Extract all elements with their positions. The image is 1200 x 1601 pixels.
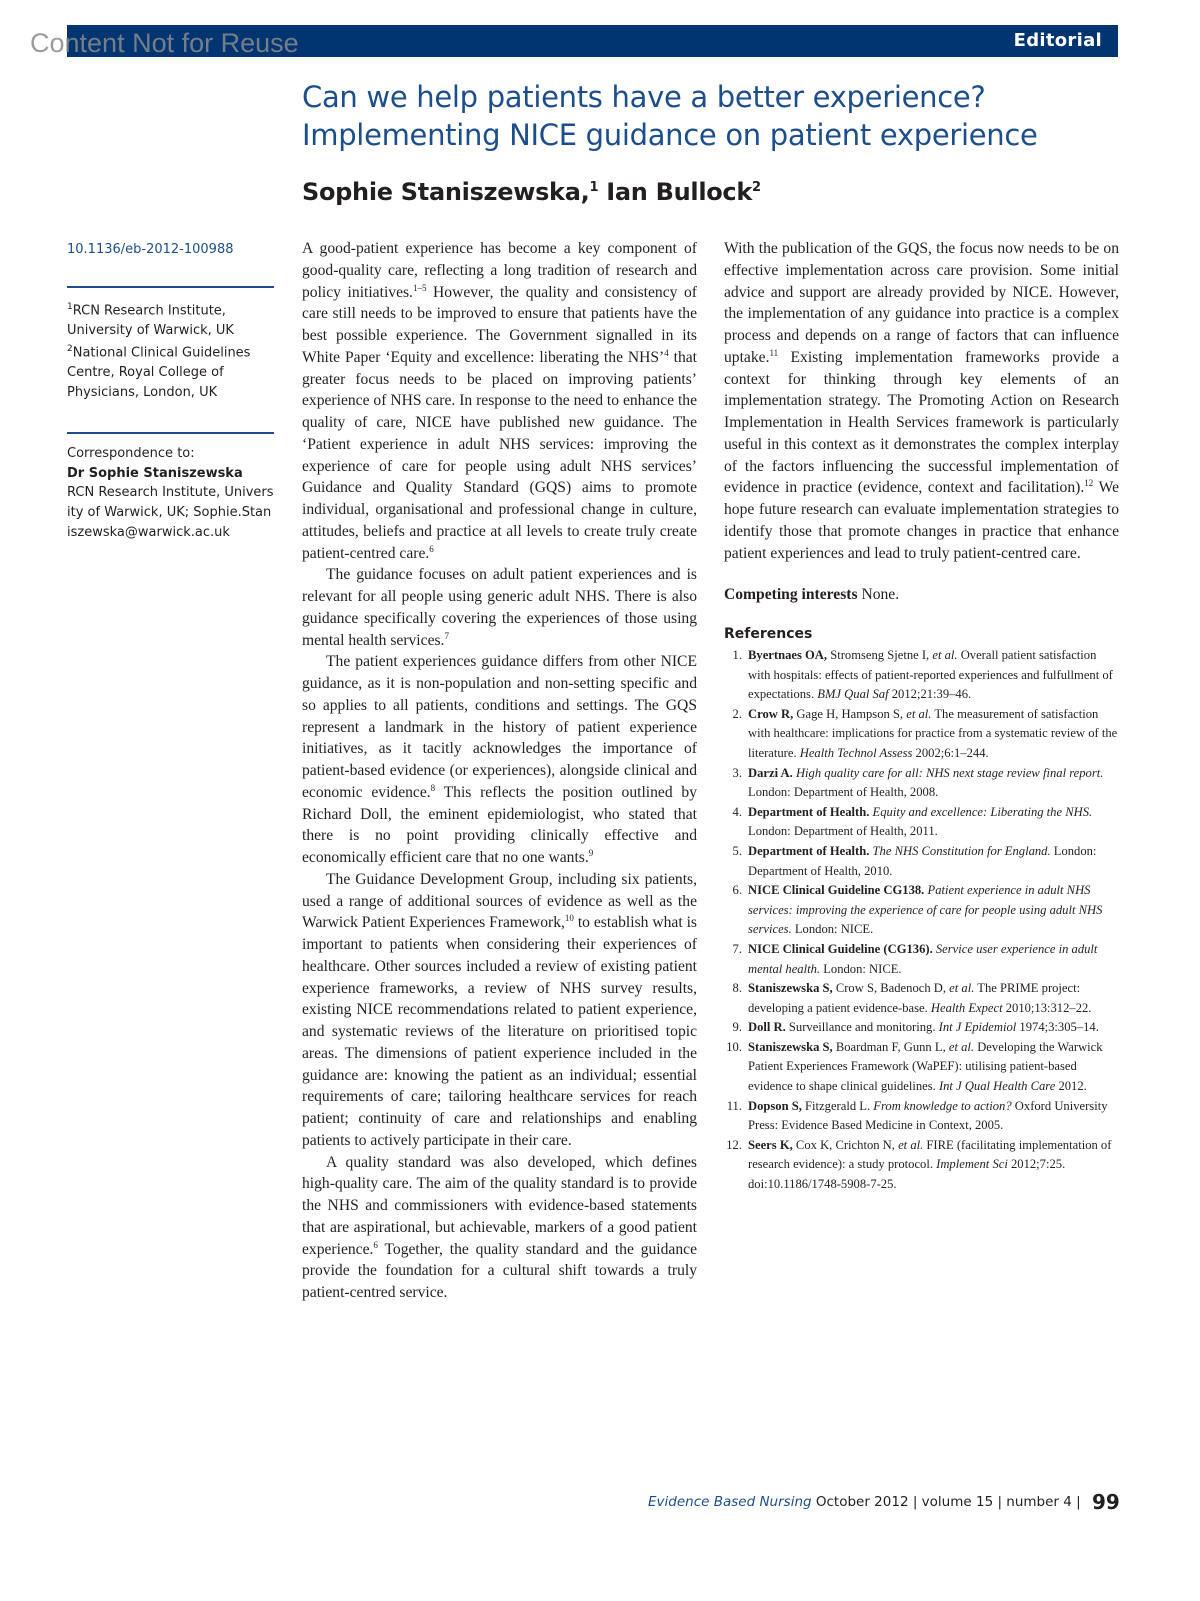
citation-marker: 7 [444, 630, 449, 641]
reference-item [724, 881, 1119, 940]
text-run: A good-patient experience has become a key component of good-quality care, reflecting a long tradition of research and policy initiatives. [302, 240, 697, 301]
reference-number: 8. [732, 981, 742, 996]
citation-marker: 6 [429, 543, 434, 554]
reference-number: 4. [732, 804, 742, 819]
reference-item [724, 842, 1119, 881]
italic-text: Implement Sci [936, 1157, 1008, 1172]
paragraph [302, 564, 697, 651]
reference-authors: Department of Health. [748, 804, 870, 819]
reference-number: 2. [732, 706, 742, 721]
text-run: London: NICE. [791, 922, 874, 937]
text-run: This reflects the position outlined by Richard Doll, the eminent epidemiologist, who stated that there is no point providing clinically effective and economically efficient care that no one wants. [302, 783, 697, 866]
text-run: London: Department of Health, 2008. [748, 785, 939, 800]
citation-marker: 10 [564, 913, 574, 924]
body-column-2 [724, 238, 1119, 1195]
sidebar [67, 240, 274, 542]
reference-authors: NICE Clinical Guideline CG138. [748, 883, 925, 898]
author-1: Sophie Staniszewska, [302, 178, 590, 206]
section-label: Editorial [1013, 30, 1102, 51]
text-run: The patient experiences guidance differs from other NICE guidance, as it is non-population and non-setting specific and so applies to all patients, conditions and settings. The GQS represent a landmark in the history of patient experience initiatives, as it tacitly acknowledges the importance of patient-based evidence (or experiences), alongside clinical and economic evidence. [302, 653, 697, 801]
italic-text: Patient experience in adult NHS services: improving the experience of care for people using adult NHS services. [748, 883, 1103, 937]
journal-name: Evidence Based Nursing [648, 1494, 812, 1510]
reference-authors: Byertnaes OA, [748, 648, 828, 662]
text-run: 2002;6:1–244. [912, 745, 989, 760]
text-run: London: NICE. [820, 961, 902, 976]
affil-marker: 1 [589, 180, 599, 195]
reference-authors: Darzi A. [748, 765, 793, 780]
italic-text: et al. [898, 1137, 924, 1152]
body-column-1 [302, 238, 697, 1304]
issue-info: October 2012 | volume 15 | number 4 | [811, 1494, 1081, 1510]
text-run: Cox K, Crichton N, [792, 1137, 899, 1152]
reference-item [724, 1038, 1119, 1097]
reference-list [724, 646, 1119, 1195]
reference-number: 9. [732, 1020, 742, 1035]
author-list [302, 178, 761, 206]
text-run: A quality standard was also developed, which defines high-quality care. The aim of the quality standard is to provide the NHS and commissioners with evidence-based statements that are aspirational, but achievable, markers of a good patient experience. [302, 1153, 697, 1258]
italic-text: et al. [948, 1039, 975, 1054]
affil-marker: 2 [752, 180, 761, 195]
reference-authors: Staniszewska S, [748, 1039, 833, 1054]
reference-number: 5. [732, 843, 742, 858]
text-run: Oxford University Press: Evidence Based Medicine in Context, 2005. [748, 1098, 1108, 1133]
citation-marker: 6 [373, 1239, 378, 1250]
text-run: Overall patient satisfaction with hospitals: effects of patient-reported experiences and fulfullment of expectations. [748, 648, 1113, 702]
reference-number: 11. [726, 1098, 742, 1113]
citation-marker: 9 [588, 847, 594, 858]
text-run: Existing implementation frameworks provide a context for thinking through key elements of an implementation strategy. The Promoting Action on Research Implementation in Health Services framework is particularly useful in this context as it demonstrates the complex interplay of the factors influencing the successful implementation of evidence in practice (evidence, context and facilitation). [724, 348, 1119, 497]
reference-number: 10. [726, 1039, 742, 1054]
paragraph [302, 651, 697, 869]
author-2: Ian Bullock [598, 178, 753, 206]
reference-item [724, 979, 1119, 1018]
competing-interests-value: None. [861, 586, 900, 604]
text-run: However, the quality and consistency of care still needs to be improved to ensure that patients have the best possible experience. The Government signalled in its White Paper ‘Equity and excellence: liberating the NHS’ [302, 283, 698, 366]
text-run: Gage H, Hampson S, [793, 706, 907, 721]
text-run: 1974;3:305–14. [1016, 1020, 1099, 1035]
reference-number: 6. [732, 883, 742, 898]
divider [67, 432, 274, 434]
text-run: The Guidance Development Group, including six patients, used a range of additional sources of evidence as well as the Warwick Patient Experiences Framework, [302, 870, 697, 932]
affil-marker: 2 [67, 344, 73, 355]
paragraph [302, 238, 697, 564]
text-run: Developing the Warwick Patient Experiences Framework (WaPEF): utilising patient-based evidence to shape clinical guidelines. [748, 1039, 1103, 1094]
paragraph [724, 238, 1119, 564]
page-number: 99 [1092, 1490, 1120, 1514]
reference-authors: Staniszewska S, [748, 981, 833, 996]
reference-item [724, 1018, 1119, 1038]
italic-text: BMJ Qual Saf [817, 687, 889, 702]
citation-marker: 11 [769, 347, 779, 358]
reference-authors: Department of Health. [748, 843, 870, 858]
italic-text: et al. [906, 706, 932, 721]
doi-link[interactable]: 10.1136/eb-2012-100988 [67, 242, 234, 257]
citation-marker: 12 [1084, 478, 1094, 489]
affiliation-text: RCN Research Institute, University of Warwick, UK [67, 302, 234, 338]
correspondence-address: RCN Research Institute, University of Warwick, UK; Sophie.Staniszewska@warwick.ac.uk [67, 485, 274, 540]
correspondence-label: Correspondence to: [67, 446, 195, 462]
reference-number: 1. [732, 648, 742, 662]
italic-text: et al. [932, 648, 958, 662]
text-run: The guidance focuses on adult patient experiences and is relevant for all people using generic adult NHS. There is also guidance specifically covering the experiences of those using mental health services. [302, 566, 697, 649]
citation-marker: 8 [430, 782, 436, 793]
text-run: London: Department of Health, 2010. [748, 843, 1097, 878]
italic-text: et al. [949, 981, 975, 996]
title-line-2: Implementing NICE guidance on patient experience [302, 118, 1038, 152]
text-run: FIRE (facilitating implementation of research evidence): a study protocol. [748, 1137, 1112, 1172]
italic-text: From knowledge to action? [873, 1098, 1012, 1113]
article-title [302, 78, 1038, 154]
italic-text: Health Technol Assess [799, 745, 913, 760]
reference-authors: Crow R, [748, 706, 794, 721]
title-line-1: Can we help patients have a better experience? [302, 80, 986, 114]
divider [67, 286, 274, 288]
reference-authors: Dopson S, [748, 1098, 802, 1113]
footer [648, 1494, 1081, 1510]
affiliation [67, 298, 274, 341]
competing-interests [724, 584, 1119, 606]
italic-text: Health Expect [930, 1000, 1003, 1015]
italic-text: Equity and excellence: Liberating the NHS. [872, 804, 1093, 819]
text-run: With the publication of the GQS, the focus now needs to be on effective implementation across care provision. Some initial advice and support are already provided by NICE. However, the implementation of any guidance into practice is a complex process and depends on a range of factors that can influence uptake. [724, 240, 1119, 366]
text-run: Fitzgerald L. [801, 1098, 874, 1113]
citation-marker: 1–5 [412, 282, 427, 293]
paragraph [302, 1152, 697, 1304]
reference-item [724, 764, 1119, 803]
affiliation [67, 340, 274, 402]
text-run: 2012;21:39–46. [888, 687, 972, 702]
text-run: that greater focus needs to be placed on improving patients’ experience of NHS care. In response to the need to enhance the quality of care, NICE have published new guidance. The ‘Patient experience in adult NHS services: improving the experience of care for people using adult NHS services’ Guidance and Quality Standard (GQS) aims to promote individual, organisational and professional change in culture, attitudes, beliefs and practice at all levels to create truly create patient-centred care. [302, 348, 697, 562]
correspondence-name: Dr Sophie Staniszewska [67, 465, 243, 481]
competing-interests-label: Competing interests [724, 586, 858, 604]
text-run: We hope future research can evaluate implementation strategies to identify those that promote changes in practice that enhance patient experiences and lead to truly patient-centred care. [724, 479, 1119, 562]
reference-number: 3. [732, 765, 742, 780]
text-run: The measurement of satisfaction with healthcare: implications for practice from a systematic review of the literature. [748, 706, 1118, 760]
text-run: The PRIME project: developing a patient evidence-base. [748, 981, 1081, 1015]
watermark: Content Not for Reuse [30, 28, 299, 58]
italic-text: High quality care for all: NHS next stage review final report. [795, 765, 1104, 780]
text-run: Surveillance and monitoring. [785, 1020, 939, 1035]
text-run: Together, the quality standard and the guidance provide the foundation for a cultural shift towards a truly patient-centred service. [302, 1240, 697, 1301]
reference-item [724, 803, 1119, 842]
text-run: Boardman F, Gunn L, [832, 1039, 949, 1054]
reference-item [724, 646, 1119, 705]
text-run: Stromseng Sjetne I, [827, 648, 933, 662]
italic-text: The NHS Constitution for England. [872, 843, 1051, 858]
italic-text: Service user experience in adult mental health. [748, 941, 1098, 976]
text-run: 2012;7:25. doi:10.1186/1748-5908-7-25. [748, 1157, 1066, 1192]
citation-marker: 4 [664, 347, 669, 358]
reference-authors: Doll R. [748, 1020, 786, 1035]
reference-authors: NICE Clinical Guideline (CG136). [748, 941, 933, 956]
reference-item [724, 940, 1119, 979]
affiliation-text: National Clinical Guidelines Centre, Royal College of Physicians, London, UK [67, 345, 251, 400]
text-run: 2010;13:312–22. [1002, 1000, 1092, 1015]
text-run: 2012. [1055, 1079, 1087, 1094]
reference-item [724, 705, 1119, 764]
affil-marker: 1 [67, 301, 73, 312]
text-run: London: Department of Health, 2011. [748, 824, 938, 839]
italic-text: Int J Qual Health Care [938, 1079, 1056, 1094]
references-heading: References [724, 626, 813, 642]
text-run: Crow S, Badenoch D, [832, 981, 950, 996]
paragraph [302, 869, 697, 1152]
reference-authors: Seers K, [748, 1137, 793, 1152]
text-run: to establish what is important to patients when considering their experiences of healthcare. Other sources included a review of existing patient experience frameworks, a review of NHS survey results, existing NICE recommendations related to patient experience, and systematic reviews of the literature on prioritised topic areas. The dimensions of patient experience included in the guidance are: knowing the patient as an individual; essential requirements of care; tailoring healthcare services for reach patient; continuity of care and relationships and enabling patients to actively participate in their care. [302, 914, 697, 1149]
reference-number: 12. [726, 1137, 742, 1152]
italic-text: Int J Epidemiol [938, 1020, 1017, 1035]
reference-item [724, 1136, 1119, 1195]
reference-number: 7. [732, 941, 742, 956]
reference-item [724, 1097, 1119, 1136]
